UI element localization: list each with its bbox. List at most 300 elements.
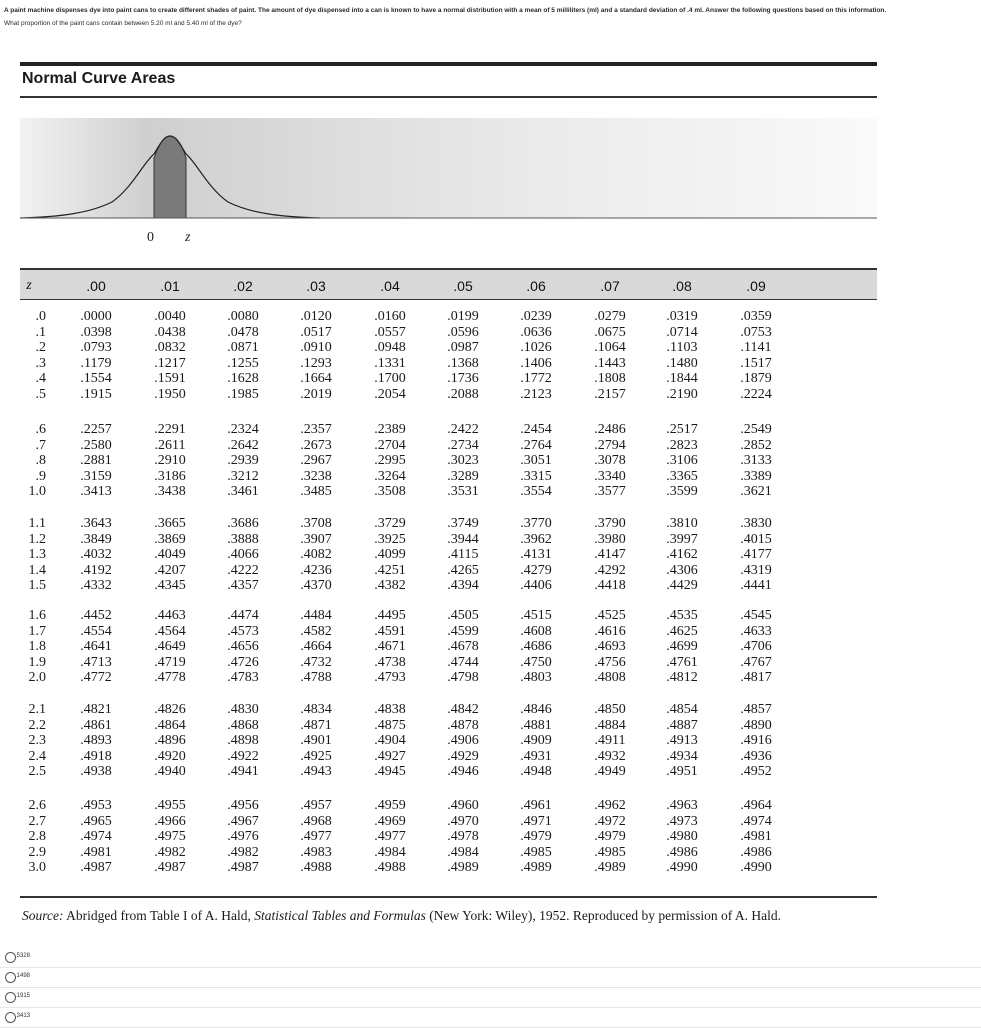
area-value: .4406 — [520, 578, 552, 594]
area-value: .0000 — [80, 309, 112, 324]
area-value: .4693 — [594, 639, 626, 655]
area-value: .3315 — [520, 468, 552, 484]
area-value: .4980 — [666, 829, 698, 845]
header-z: z — [26, 278, 32, 293]
area-value: .4875 — [374, 717, 406, 733]
area-value: .4798 — [447, 670, 479, 686]
area-value: .1255 — [227, 355, 259, 371]
area-value: .4706 — [740, 639, 772, 655]
header-col: .01 — [160, 278, 180, 294]
area-value: .4971 — [520, 813, 552, 829]
area-value: .3413 — [80, 484, 112, 500]
area-value: .4868 — [227, 717, 259, 733]
header-col: .08 — [672, 278, 692, 294]
area-value: .4573 — [227, 623, 259, 639]
area-value: .4983 — [300, 844, 332, 860]
area-value: .4671 — [374, 639, 406, 655]
area-value: .2823 — [666, 437, 698, 453]
area-value: .3531 — [447, 484, 479, 500]
table-top-rule — [20, 62, 877, 66]
area-value: .4357 — [227, 578, 259, 594]
area-value: .3438 — [154, 484, 186, 500]
area-value: .4951 — [666, 764, 698, 780]
z-value: 1.1 — [28, 516, 46, 531]
area-value: .4306 — [666, 562, 698, 578]
area-value: .3289 — [447, 468, 479, 484]
area-value: .0040 — [154, 309, 186, 324]
area-value: .3365 — [666, 468, 698, 484]
area-value: .4265 — [447, 562, 479, 578]
area-value: .4952 — [740, 764, 772, 780]
area-value: .4965 — [80, 813, 112, 829]
area-value: .4591 — [374, 623, 406, 639]
area-value: .3340 — [594, 468, 626, 484]
area-value: .1736 — [447, 371, 479, 387]
area-value: .3212 — [227, 468, 259, 484]
area-value: .4251 — [374, 562, 406, 578]
area-value: .3980 — [594, 531, 626, 547]
area-value: .2123 — [520, 386, 552, 402]
area-value: .4554 — [80, 623, 112, 639]
z-value: .3 — [35, 355, 46, 371]
area-value: .4940 — [154, 764, 186, 780]
area-value: .0080 — [227, 309, 259, 324]
table-group — [20, 422, 877, 500]
area-value: .4946 — [447, 764, 479, 780]
area-value: .4968 — [300, 813, 332, 829]
area-value: .4920 — [154, 748, 186, 764]
area-value: .4890 — [740, 717, 772, 733]
table-row — [20, 814, 877, 830]
table-row — [20, 438, 877, 454]
area-value: .4987 — [154, 860, 186, 876]
area-value: .4778 — [154, 670, 186, 686]
area-value: .0239 — [520, 309, 552, 324]
area-value: .2580 — [80, 437, 112, 453]
area-value: .0714 — [666, 324, 698, 340]
table-bottom-rule — [20, 896, 877, 898]
area-value: .4817 — [740, 670, 772, 686]
area-value: .4925 — [300, 748, 332, 764]
area-value: .0279 — [594, 309, 626, 324]
area-value: .4821 — [80, 702, 112, 717]
area-value: .4222 — [227, 562, 259, 578]
area-value: .4981 — [80, 844, 112, 860]
answer-option[interactable] — [0, 968, 981, 988]
area-value: .4616 — [594, 623, 626, 639]
header-col: .03 — [306, 278, 326, 294]
header-col: .00 — [86, 278, 106, 294]
area-value: .4978 — [447, 829, 479, 845]
area-value: .4564 — [154, 623, 186, 639]
area-value: .4292 — [594, 562, 626, 578]
area-value: .2995 — [374, 453, 406, 469]
area-value: .4505 — [447, 608, 479, 623]
table-row — [20, 484, 877, 500]
area-value: .3461 — [227, 484, 259, 500]
area-value: .4970 — [447, 813, 479, 829]
area-value: .3790 — [594, 516, 626, 531]
area-value: .4987 — [227, 860, 259, 876]
area-value: .3599 — [666, 484, 698, 500]
area-value: .4699 — [666, 639, 698, 655]
area-value: .4901 — [300, 733, 332, 749]
area-value: .4871 — [300, 717, 332, 733]
area-value: .3849 — [80, 531, 112, 547]
area-value: .1064 — [594, 340, 626, 356]
table-group — [20, 516, 877, 594]
header-col: .04 — [380, 278, 400, 294]
area-value: .3749 — [447, 516, 479, 531]
area-value: .1591 — [154, 371, 186, 387]
area-value: .4484 — [300, 608, 332, 623]
area-value: .4192 — [80, 562, 112, 578]
area-value: .4656 — [227, 639, 259, 655]
area-value: .4452 — [80, 608, 112, 623]
z-value: 1.0 — [28, 484, 46, 500]
area-value: .3621 — [740, 484, 772, 500]
heading-rule — [20, 96, 877, 98]
question-prompt: What proportion of the paint cans contain between 5.20 ml and 5.40 ml of the dye? — [4, 20, 242, 27]
z-value: .0 — [35, 309, 46, 324]
area-value: .1026 — [520, 340, 552, 356]
area-value: .3643 — [80, 516, 112, 531]
area-value: .4131 — [520, 547, 552, 563]
z-value: 1.9 — [28, 654, 46, 670]
area-value: .4975 — [154, 829, 186, 845]
area-value: .4989 — [520, 860, 552, 876]
table-row — [20, 702, 877, 718]
area-value: .4976 — [227, 829, 259, 845]
area-value: .0199 — [447, 309, 479, 324]
source-text-2: (New York: Wiley), 1952. Reproduced by permission of A. Hald. — [425, 908, 781, 923]
area-value: .4977 — [374, 829, 406, 845]
area-value: .4986 — [740, 844, 772, 860]
table-row — [20, 733, 877, 749]
area-value: .4846 — [520, 702, 552, 717]
area-value: .4934 — [666, 748, 698, 764]
area-value: .4909 — [520, 733, 552, 749]
answer-option-label: .5328 — [15, 953, 31, 959]
area-value: .4713 — [80, 654, 112, 670]
area-value: .0871 — [227, 340, 259, 356]
question-intro: A paint machine dispenses dye into paint cans to create different shades of paint. The amount of dye dispensed into a can is known to have a normal distribution with a mean of 5 milliliters (ml) and a standard deviation of .4 ml. Answer the following questions based on this information. — [4, 7, 887, 14]
area-value: .4015 — [740, 531, 772, 547]
z-value: 2.8 — [28, 829, 46, 845]
area-value: .4973 — [666, 813, 698, 829]
area-value: .2190 — [666, 386, 698, 402]
area-value: .4864 — [154, 717, 186, 733]
area-value: .4982 — [227, 844, 259, 860]
area-value: .4382 — [374, 578, 406, 594]
table-row — [20, 798, 877, 814]
table-row — [20, 371, 877, 387]
table-group — [20, 798, 877, 876]
z-value: 1.6 — [28, 608, 46, 623]
area-value: .3830 — [740, 516, 772, 531]
area-value: .1293 — [300, 355, 332, 371]
area-value: .4941 — [227, 764, 259, 780]
z-value: 2.3 — [28, 733, 46, 749]
area-value: .4830 — [227, 702, 259, 717]
z-value: 2.9 — [28, 844, 46, 860]
area-value: .1406 — [520, 355, 552, 371]
header-col: .05 — [453, 278, 473, 294]
area-value: .4608 — [520, 623, 552, 639]
area-value: .4887 — [666, 717, 698, 733]
area-value: .4962 — [594, 798, 626, 813]
area-value: .3708 — [300, 516, 332, 531]
table-row — [20, 563, 877, 579]
area-value: .0793 — [80, 340, 112, 356]
area-value: .1915 — [80, 386, 112, 402]
table-group — [20, 702, 877, 780]
area-value: .0636 — [520, 324, 552, 340]
area-value: .2549 — [740, 422, 772, 437]
area-value: .0120 — [300, 309, 332, 324]
area-value: .4984 — [374, 844, 406, 860]
area-value: .4099 — [374, 547, 406, 563]
answer-option[interactable] — [0, 988, 981, 1008]
area-value: .1368 — [447, 355, 479, 371]
table-row — [20, 387, 877, 403]
area-value: .4066 — [227, 547, 259, 563]
area-value: .4429 — [666, 578, 698, 594]
table-row — [20, 469, 877, 485]
area-value: .4649 — [154, 639, 186, 655]
area-value: .1950 — [154, 386, 186, 402]
area-value: .1985 — [227, 386, 259, 402]
area-value: .4545 — [740, 608, 772, 623]
area-value: .4788 — [300, 670, 332, 686]
area-value: .3869 — [154, 531, 186, 547]
header-col: .07 — [600, 278, 620, 294]
area-value: .4969 — [374, 813, 406, 829]
area-value: .1628 — [227, 371, 259, 387]
area-value: .4931 — [520, 748, 552, 764]
question-text — [4, 6, 979, 29]
area-value: .3078 — [594, 453, 626, 469]
area-value: .4726 — [227, 654, 259, 670]
area-value: .4878 — [447, 717, 479, 733]
table-row — [20, 860, 877, 876]
area-value: .3944 — [447, 531, 479, 547]
area-value: .2422 — [447, 422, 479, 437]
area-value: .0438 — [154, 324, 186, 340]
area-value: .4936 — [740, 748, 772, 764]
area-value: .2852 — [740, 437, 772, 453]
table-row — [20, 639, 877, 655]
area-value: .4961 — [520, 798, 552, 813]
normal-curve-figure — [20, 118, 877, 250]
area-value: .2454 — [520, 422, 552, 437]
z-value: 2.7 — [28, 813, 46, 829]
area-value: .4842 — [447, 702, 479, 717]
area-value: .2224 — [740, 386, 772, 402]
answer-option[interactable] — [0, 948, 981, 968]
area-value: .4974 — [740, 813, 772, 829]
source-lead: Source: — [22, 908, 64, 923]
z-value: .9 — [35, 468, 46, 484]
table-row — [20, 547, 877, 563]
area-value: .1480 — [666, 355, 698, 371]
area-value: .4948 — [520, 764, 552, 780]
area-value: .1772 — [520, 371, 552, 387]
area-value: .4938 — [80, 764, 112, 780]
table-row — [20, 340, 877, 356]
area-value: .4990 — [740, 860, 772, 876]
area-value: .4955 — [154, 798, 186, 813]
area-value: .2054 — [374, 386, 406, 402]
area-value: .2486 — [594, 422, 626, 437]
area-value: .4838 — [374, 702, 406, 717]
area-value: .4207 — [154, 562, 186, 578]
area-value: .1879 — [740, 371, 772, 387]
area-value: .4535 — [666, 608, 698, 623]
area-value: .4893 — [80, 733, 112, 749]
area-value: .3997 — [666, 531, 698, 547]
area-value: .4960 — [447, 798, 479, 813]
table-row — [20, 624, 877, 640]
z-value: 2.1 — [28, 702, 46, 717]
table-row — [20, 325, 877, 341]
table-row — [20, 655, 877, 671]
table-heading: Normal Curve Areas — [22, 70, 176, 87]
area-value: .4783 — [227, 670, 259, 686]
area-value: .3554 — [520, 484, 552, 500]
table-row — [20, 829, 877, 845]
area-value: .0948 — [374, 340, 406, 356]
area-value: .4964 — [740, 798, 772, 813]
area-value: .0319 — [666, 309, 698, 324]
area-value: .4957 — [300, 798, 332, 813]
table-group — [20, 309, 877, 403]
area-value: .1517 — [740, 355, 772, 371]
area-value: .4913 — [666, 733, 698, 749]
area-value: .4834 — [300, 702, 332, 717]
area-value: .4394 — [447, 578, 479, 594]
area-value: .4418 — [594, 578, 626, 594]
area-value: .3186 — [154, 468, 186, 484]
area-value: .2088 — [447, 386, 479, 402]
area-value: .4881 — [520, 717, 552, 733]
area-value: .4911 — [594, 733, 626, 749]
area-value: .0675 — [594, 324, 626, 340]
area-value: .4884 — [594, 717, 626, 733]
area-value: .0478 — [227, 324, 259, 340]
header-col: .09 — [746, 278, 766, 294]
area-value: .4977 — [300, 829, 332, 845]
area-value: .2517 — [666, 422, 698, 437]
area-value: .4966 — [154, 813, 186, 829]
area-value: .2910 — [154, 453, 186, 469]
area-value: .4972 — [594, 813, 626, 829]
table-row — [20, 578, 877, 594]
area-value: .3264 — [374, 468, 406, 484]
z-value: 2.2 — [28, 717, 46, 733]
area-value: .4032 — [80, 547, 112, 563]
area-value: .2019 — [300, 386, 332, 402]
area-value: .2764 — [520, 437, 552, 453]
area-value: .4959 — [374, 798, 406, 813]
area-value: .4515 — [520, 608, 552, 623]
area-value: .1844 — [666, 371, 698, 387]
area-value: .4989 — [594, 860, 626, 876]
area-value: .4633 — [740, 623, 772, 639]
area-value: .4861 — [80, 717, 112, 733]
area-value: .3106 — [666, 453, 698, 469]
area-value: .4990 — [666, 860, 698, 876]
area-value: .2357 — [300, 422, 332, 437]
area-value: .4049 — [154, 547, 186, 563]
area-value: .2257 — [80, 422, 112, 437]
area-value: .2324 — [227, 422, 259, 437]
z-value: 2.6 — [28, 798, 46, 813]
z-value: .1 — [35, 324, 46, 340]
area-value: .0398 — [80, 324, 112, 340]
table-row — [20, 422, 877, 438]
area-value: .4932 — [594, 748, 626, 764]
area-value: .4744 — [447, 654, 479, 670]
area-value: .3051 — [520, 453, 552, 469]
area-value: .4981 — [740, 829, 772, 845]
area-value: .2291 — [154, 422, 186, 437]
table-row — [20, 608, 877, 624]
area-value: .4979 — [520, 829, 552, 845]
area-value: .4678 — [447, 639, 479, 655]
z-value: 1.8 — [28, 639, 46, 655]
area-value: .4147 — [594, 547, 626, 563]
area-value: .4803 — [520, 670, 552, 686]
area-value: .1664 — [300, 371, 332, 387]
area-value: .4904 — [374, 733, 406, 749]
area-value: .4767 — [740, 654, 772, 670]
area-value: .4927 — [374, 748, 406, 764]
area-value: .3508 — [374, 484, 406, 500]
area-value: .3023 — [447, 453, 479, 469]
area-value: .1808 — [594, 371, 626, 387]
area-value: .3238 — [300, 468, 332, 484]
area-value: .4989 — [447, 860, 479, 876]
area-value: .4812 — [666, 670, 698, 686]
area-value: .4808 — [594, 670, 626, 686]
table-row — [20, 845, 877, 861]
area-value: .4963 — [666, 798, 698, 813]
area-value: .4441 — [740, 578, 772, 594]
z-value: 1.7 — [28, 623, 46, 639]
area-value: .4162 — [666, 547, 698, 563]
table-row — [20, 453, 877, 469]
area-value: .2734 — [447, 437, 479, 453]
area-value: .4345 — [154, 578, 186, 594]
area-value: .4115 — [447, 547, 479, 563]
table-row — [20, 718, 877, 734]
source-text-1: Abridged from Table I of A. Hald, — [63, 908, 255, 923]
area-value: .0910 — [300, 340, 332, 356]
area-value: .4850 — [594, 702, 626, 717]
area-value: .3907 — [300, 531, 332, 547]
table-row — [20, 516, 877, 532]
area-value: .4916 — [740, 733, 772, 749]
area-value: .1217 — [154, 355, 186, 371]
answer-option[interactable] — [0, 1008, 981, 1028]
area-value: .4370 — [300, 578, 332, 594]
area-value: .4474 — [227, 608, 259, 623]
area-value: .4988 — [374, 860, 406, 876]
area-value: .4732 — [300, 654, 332, 670]
area-value: .4967 — [227, 813, 259, 829]
area-value: .4582 — [300, 623, 332, 639]
